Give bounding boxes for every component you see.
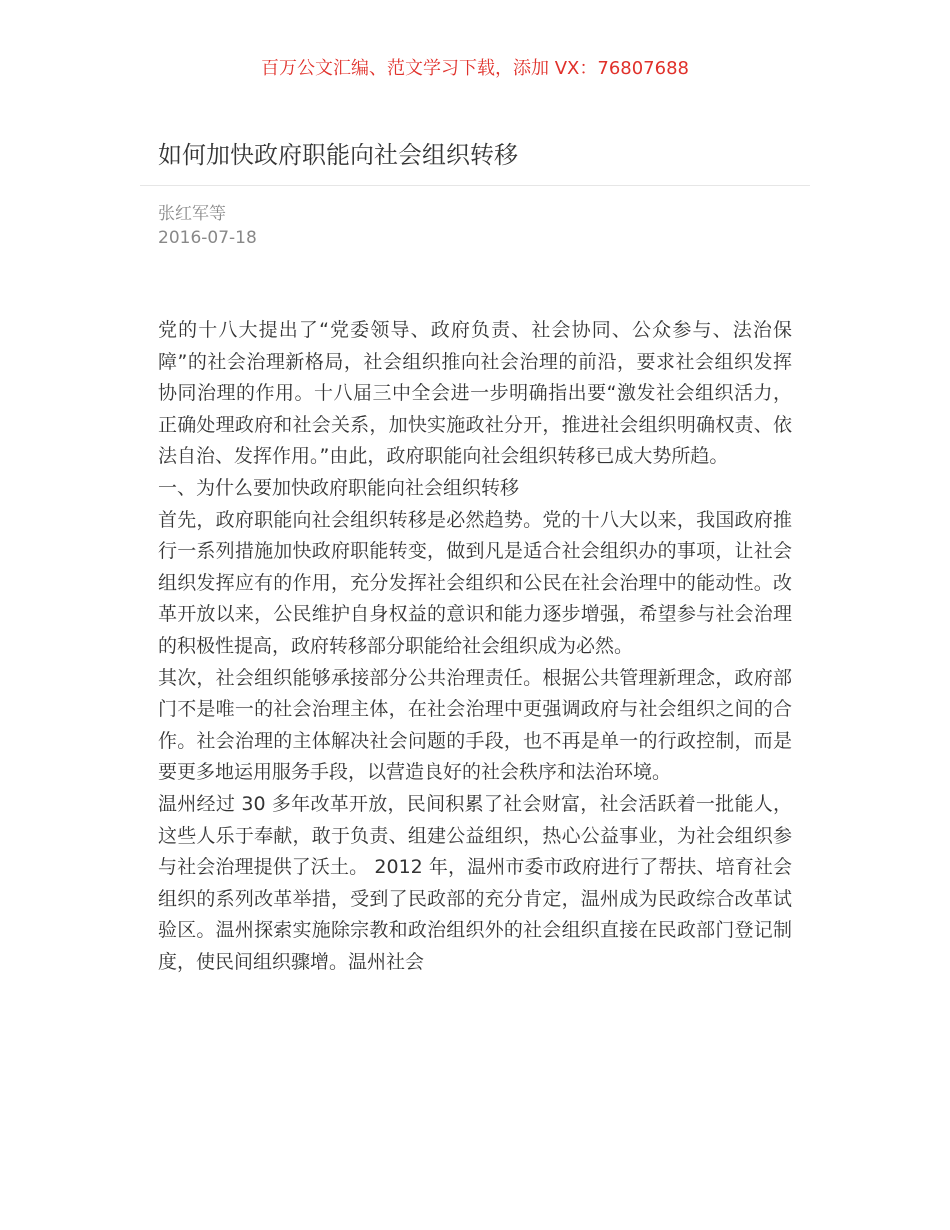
paragraph-wenzhou: 温州经过 30 多年改革开放，民间积累了社会财富，社会活跃着一批能人，这些人乐于奉献，敢于负责、组建公益组织，热心公益事业，为社会组织参与社会治理提供了沃土。 2012 年，温州市委市政府进行了帮扶、培育社会组织的系列改革举措，受到了民政部的充分肯定，温州成为民政综合改革试验区。温州探索实施除宗教和政治组织外的社会组织直接在民政部门登记制度，使民间组织骤增。温州社会 xyxy=(158,792,792,973)
article-date: 2016-07-18 xyxy=(158,228,257,248)
paragraph-second: 其次，社会组织能够承接部分公共治理责任。根据公共管理新理念，政府部门不是唯一的社会治理主体，在社会治理中更强调政府与社会组织之间的合作。社会治理的主体解决社会问题的手段，也不再是单一的行政控制，而是要更多地运用服务手段，以营造良好的社会秩序和法治环境。 xyxy=(158,666,792,784)
article-body xyxy=(158,315,792,978)
article-title: 如何加快政府职能向社会组织转移 xyxy=(158,141,518,169)
paragraph-intro: 党的十八大提出了“党委领导、政府负责、社会协同、公众参与、法治保障”的社会治理新格局，社会组织推向社会治理的前沿，要求社会组织发挥协同治理的作用。十八届三中全会进一步明确指出要“激发社会组织活力，正确处理政府和社会关系，加快实施政社分开，推进社会组织明确权责、依法自治、发挥作用。”由此，政府职能向社会组织转移已成大势所趋。 xyxy=(158,319,792,468)
promo-banner: 百万公文汇编、范文学习下载，添加 VX：76807688 xyxy=(261,58,689,79)
paragraph-first: 首先，政府职能向社会组织转移是必然趋势。党的十八大以来，我国政府推行一系列措施加快政府职能转变，做到凡是适合社会组织办的事项，让社会组织发挥应有的作用，充分发挥社会组织和公民在社会治理中的能动性。改革开放以来，公民维护自身权益的意识和能力逐步增强，希望参与社会治理的积极性提高，政府转移部分职能给社会组织成为必然。 xyxy=(158,508,792,657)
article-author: 张红军等 xyxy=(158,204,226,224)
section-heading: 一、为什么要加快政府职能向社会组织转移 xyxy=(158,476,520,499)
article-meta xyxy=(158,202,257,250)
title-divider xyxy=(140,185,810,186)
